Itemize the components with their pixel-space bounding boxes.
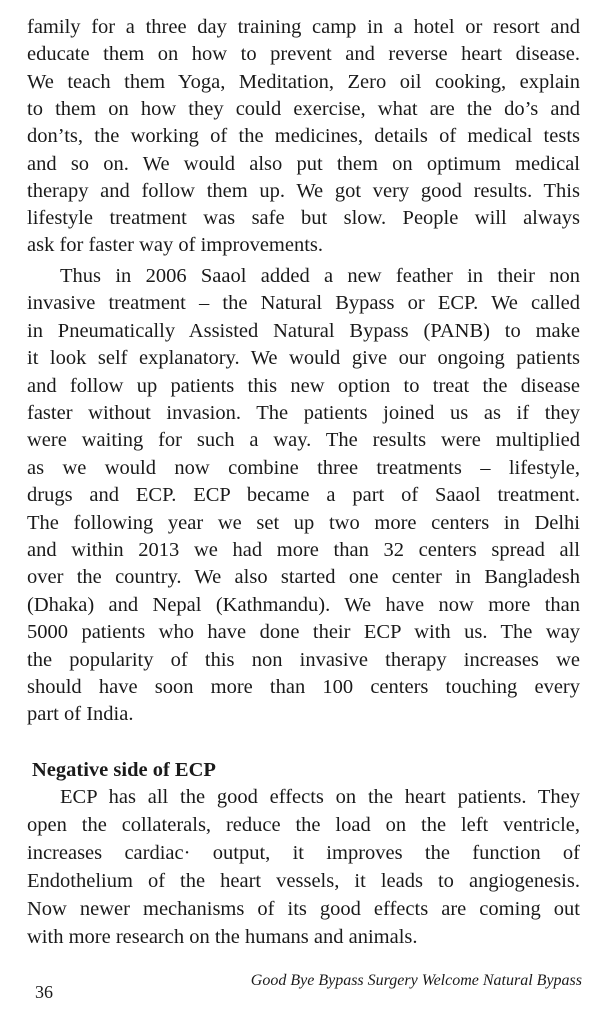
text-line: The following year we set up two more centers in Delhi (27, 511, 580, 534)
text-line: Endothelium of the heart vessels, it leads to angiogenesis. (27, 870, 580, 892)
text-line: as we would now combine three treatments – lifestyle, (27, 456, 580, 479)
text-line: with more research on the humans and animals. (27, 926, 418, 948)
text-line: faster without invasion. The patients joined us as if they (27, 402, 580, 424)
text-line: part of India. (27, 703, 134, 726)
text-line: should have soon more than 100 centers touching every (27, 676, 580, 698)
text-line: Now newer mechanisms of its good effects are coming out (27, 898, 580, 920)
text-line: educate them on how to prevent and reverse heart disease. (27, 43, 580, 66)
text-line: 5000 patients who have done their ECP with us. The way (27, 621, 580, 644)
text-line: drugs and ECP. ECP became a part of Saaol treatment. (27, 484, 580, 507)
page-number: 36 (35, 982, 53, 1002)
text-line: the popularity of this non invasive therapy increases we (27, 648, 580, 671)
text-line: were waiting for such a way. The results were multiplied (27, 429, 580, 452)
section-heading: Negative side of ECP (32, 759, 216, 781)
text-line: invasive treatment – the Natural Bypass or ECP. We called (27, 292, 580, 315)
text-line: and follow up patients this new option to treat the disease (27, 374, 580, 397)
text-line: over the country. We also started one center in Bangladesh (27, 566, 580, 589)
running-footer-title: Good Bye Bypass Surgery Welcome Natural Bypass (250, 972, 582, 989)
text-line: We teach them Yoga, Meditation, Zero oil cooking, explain (27, 70, 580, 93)
text-line: open the collaterals, reduce the load on the left ventricle, (27, 814, 580, 836)
text-line: don’ts, the working of the medicines, details of medical tests (27, 125, 580, 148)
text-line: it look self explanatory. We would give our ongoing patients (27, 347, 580, 370)
text-line: (Dhaka) and Nepal (Kathmandu). We have now more than (27, 593, 580, 616)
text-line: to them on how they could exercise, what are the do’s and (27, 97, 580, 120)
text-line: and within 2013 we had more than 32 centers spread all (27, 539, 580, 561)
text-line: ask for faster way of improvements. (27, 234, 324, 257)
text-line: in Pneumatically Assisted Natural Bypass (PANB) to make (27, 319, 580, 342)
text-line: Thus in 2006 Saaol added a new feather in their non (60, 265, 580, 287)
text-line: therapy and follow them up. We got very good results. This (27, 179, 580, 202)
text-line: increases cardiac· output, it improves the function of (27, 842, 580, 864)
text-line: and so on. We would also put them on optimum medical (27, 152, 580, 175)
text-line: ECP has all the good effects on the heart patients. They (60, 786, 580, 808)
text-line: lifestyle treatment was safe but slow. People will always (27, 207, 580, 230)
text-line: family for a three day training camp in a hotel or resort and (27, 16, 580, 38)
